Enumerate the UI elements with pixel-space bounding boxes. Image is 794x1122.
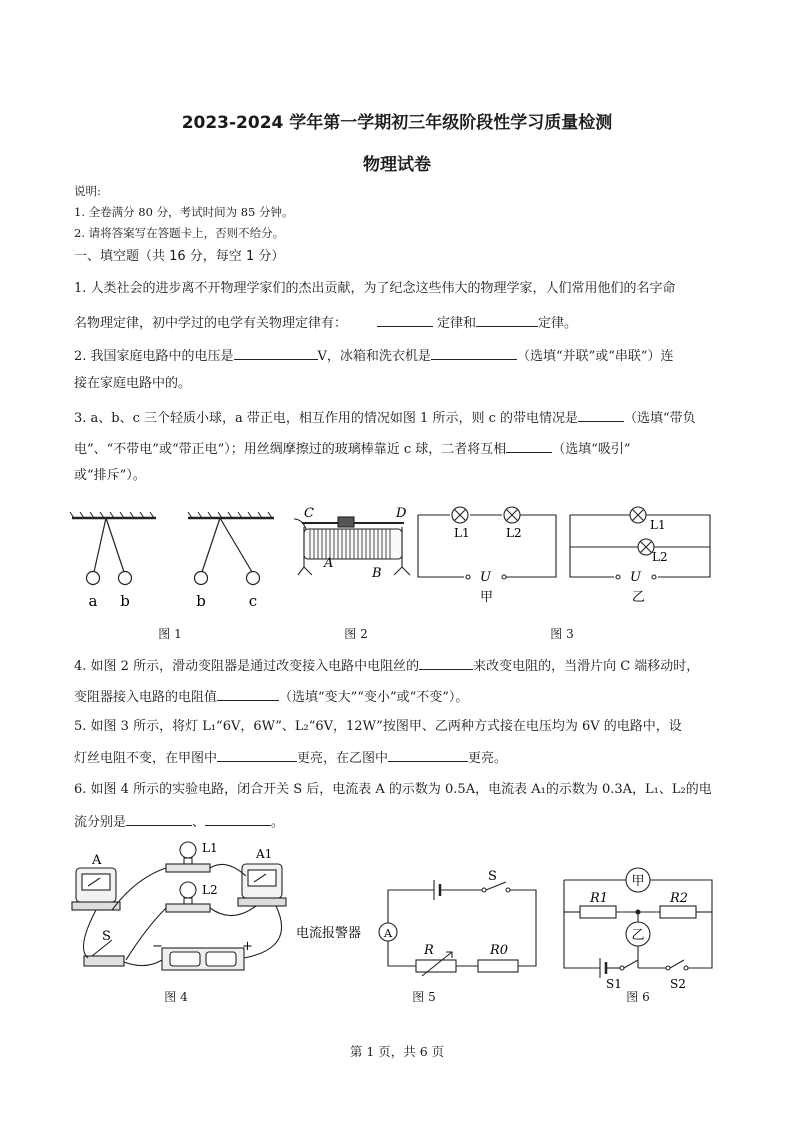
section-heading: 一、填空题（共 16 分，每空 1 分） — [74, 249, 285, 264]
label-A: A — [92, 853, 102, 868]
label-L1: L1 — [454, 526, 470, 540]
q2-line2: 接在家庭电路中的。 — [74, 376, 192, 391]
q5-line1: 5. 如图 3 所示，将灯 L₁“6V，6W”、L₂“6V，12W”按图甲、乙两种方式接在电压均为 6V 的电路中，设 — [74, 719, 682, 734]
label-B: B — [372, 566, 382, 581]
figure-6-caption: 图 6 — [626, 990, 650, 1004]
label-jia: 甲 — [480, 590, 494, 605]
label-plus: + — [242, 939, 253, 954]
label-b2: b — [196, 592, 206, 610]
figure-5 — [296, 870, 546, 980]
q4-line1: 4. 如图 2 所示，滑动变阻器是通过改变接入电路中电阻丝的 来改变电阻的，当滑片向 C 端移动时， — [74, 659, 700, 674]
answer-blank — [217, 688, 279, 701]
label-c: c — [248, 592, 258, 610]
label-U: U — [480, 570, 491, 585]
ball-b — [119, 572, 132, 585]
label-D: D — [396, 506, 407, 521]
figure-6 — [560, 866, 720, 991]
notes-label: 说明: — [74, 184, 101, 198]
answer-blank — [431, 347, 517, 360]
answer-blank — [217, 749, 297, 762]
label-L2: L2 — [202, 883, 218, 897]
figure-5-caption: 图 5 — [412, 990, 436, 1004]
label-L2b: L2 — [652, 550, 668, 564]
label-S: S — [102, 929, 111, 944]
figure-1-caption: 图 1 — [158, 627, 182, 641]
q5-line2: 灯丝电阻不变，在甲图中 更亮，在乙图中 更亮。 — [74, 751, 508, 766]
label-S1: S1 — [606, 977, 622, 991]
q6-line1: 6. 如图 4 所示的实验电路，闭合开关 S 后，电流表 A 的示数为 0.5A，电流表 A₁的示数为 0.3A，L₁、L₂的电 — [74, 782, 712, 797]
q3-line3: 或“排斥”）。 — [74, 468, 146, 483]
label-S2: S2 — [670, 977, 686, 991]
figure-4 — [66, 838, 286, 988]
figure-2-caption: 图 2 — [344, 627, 368, 641]
alarm-label: 电流报警器 — [296, 926, 362, 941]
page-footer: 第 1 页，共 6 页 — [349, 1044, 445, 1059]
label-S: S — [488, 869, 497, 884]
label-U2: U — [630, 570, 641, 585]
label-jia: 甲 — [631, 874, 645, 889]
answer-blank — [234, 347, 318, 360]
q3-line1: 3. a、b、c 三个轻质小球，a 带正电，相互作用的情况如图 1 所示，则 c 的带电情况是 （选填“带负 — [74, 411, 696, 426]
meter-label: A — [384, 927, 392, 940]
figure-3-caption: 图 3 — [550, 627, 574, 641]
figure-3 — [414, 505, 714, 605]
q1-line1: 1. 人类社会的进步离不开物理学家们的杰出贡献，为了纪念这些伟大的物理学家，人们常用他们的名字命 — [74, 281, 676, 296]
ball-b2 — [195, 572, 208, 585]
figure-4-caption: 图 4 — [164, 990, 188, 1004]
answer-blank — [476, 314, 538, 327]
label-R1: R1 — [590, 891, 609, 906]
answer-blank — [578, 409, 624, 422]
label-R2: R2 — [670, 891, 689, 906]
label-A1: A1 — [256, 847, 273, 861]
label-L1b: L1 — [650, 518, 666, 532]
answer-blank — [126, 813, 192, 826]
label-A: A — [324, 556, 334, 571]
label-R0: R0 — [490, 943, 509, 958]
q6-line2: 流分别是 、 。 — [74, 815, 285, 830]
answer-blank — [388, 749, 468, 762]
label-L2: L2 — [506, 526, 522, 540]
label-yi: 乙 — [631, 928, 645, 943]
label-C: C — [304, 506, 314, 521]
notes-item-1: 1. 全卷满分 80 分，考试时间为 85 分钟。 — [74, 205, 294, 219]
answer-blank — [506, 440, 552, 453]
answer-blank — [419, 657, 473, 670]
ball-c — [247, 572, 260, 585]
page-title: 2023-2024 学年第一学期初三年级阶段性学习质量检测 — [181, 113, 613, 133]
ball-a — [87, 572, 100, 585]
answer-blank — [377, 314, 433, 327]
notes-item-2: 2. 请将答案写在答题卡上，否则不给分。 — [74, 226, 285, 240]
q1-line2: 名物理定律，初中学过的电学有关物理定律有： 定律和 定律。 — [74, 316, 578, 331]
label-yi: 乙 — [632, 590, 646, 605]
figure-1 — [66, 510, 286, 620]
q2-line1: 2. 我国家庭电路中的电压是 V，冰箱和洗衣机是 （选填“并联”或“串联”）连 — [74, 349, 674, 364]
label-R: R — [424, 943, 434, 958]
label-b: b — [120, 592, 130, 610]
q3-line2: 电”、“不带电”或“带正电”）；用丝绸摩擦过的玻璃棒靠近 c 球，二者将互相 （选填“吸引” — [74, 442, 631, 457]
label-a: a — [88, 592, 98, 610]
q4-line2: 变阻器接入电路的电阻值 （选填“变大”“变小”或“不变”）。 — [74, 690, 469, 705]
page-subtitle: 物理试卷 — [363, 155, 431, 175]
label-minus: − — [152, 939, 163, 954]
label-L1: L1 — [202, 841, 218, 855]
answer-blank — [205, 813, 271, 826]
figure-2 — [290, 505, 420, 585]
